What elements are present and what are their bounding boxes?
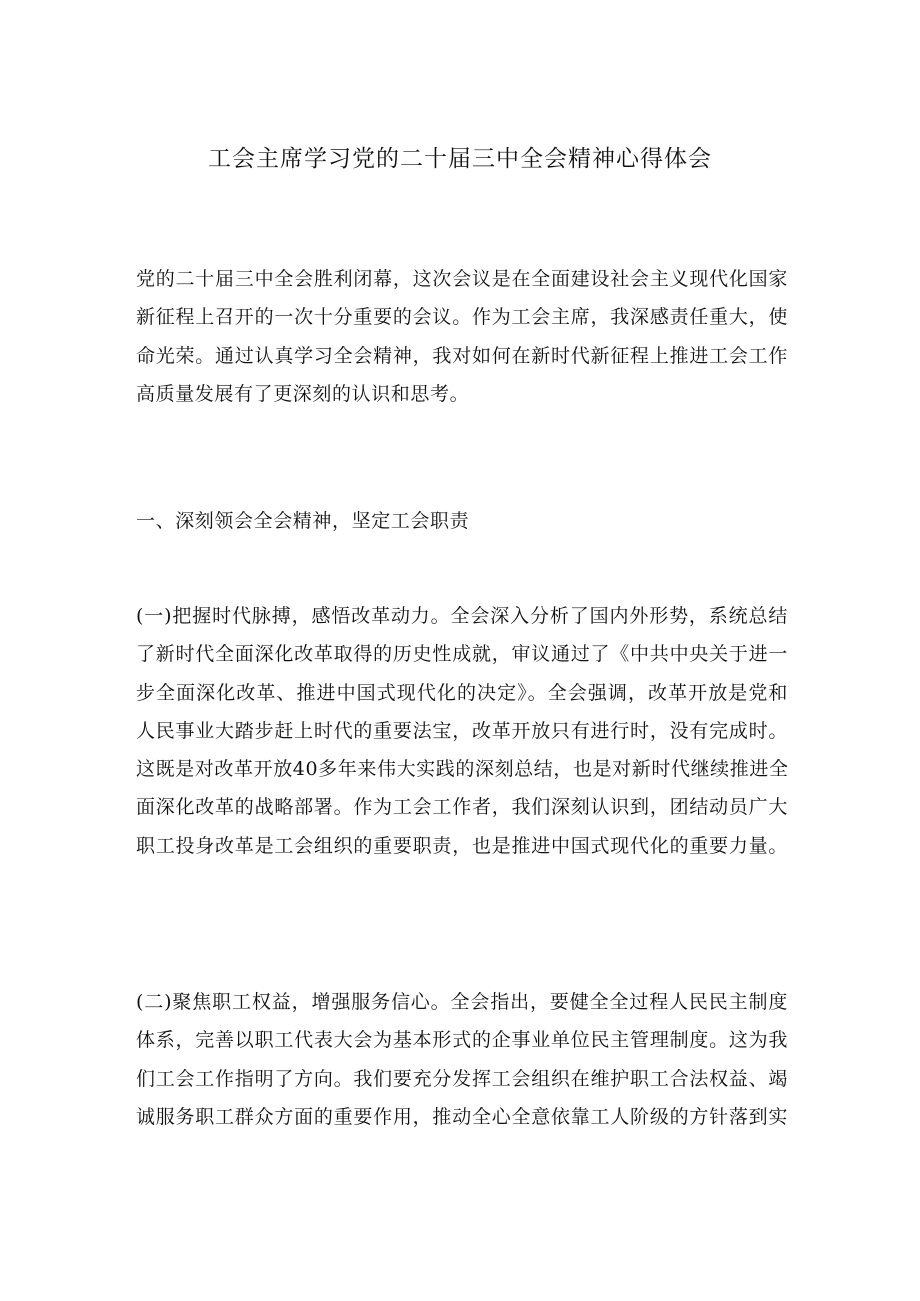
text-line: (一)把握时代脉搏，感悟改革动力。全会深入分析了国内外形势，系统总结 [136,605,788,627]
text-line: 体系，完善以职工代表大会为基本形式的企事业单位民主管理制度。这为我 [136,1029,788,1052]
text-line: 步全面深化改革、推进中国式现代化的决定》。全会强调，改革开放是党和 [136,681,788,704]
text-line: 职工投身改革是工会组织的重要职责，也是推进中国式现代化的重要力量。 [136,834,788,857]
subsection-1-paragraph [136,597,788,865]
text-line: 了新时代全面深化改革取得的历史性成就，审议通过了《中共中央关于进一 [136,643,788,666]
text-line: 面深化改革的战略部署。作为工会工作者，我们深刻认识到，团结动员广大 [136,796,788,819]
text-line: 高质量发展有了更深刻的认识和思考。 [136,382,470,405]
heading-text: 一、深刻领会全会精神，坚定工会职责 [136,510,470,532]
text-line: 人民事业大踏步赶上时代的重要法宝，改革开放只有进行时，没有完成时。 [136,719,788,742]
text-line: 诚服务职工群众方面的重要作用，推动全心全意依靠工人阶级的方针落到实 [136,1105,788,1128]
text-line: 这既是对改革开放40多年来伟大实践的深刻总结，也是对新时代继续推进全 [136,758,789,781]
text-line: 党的二十届三中全会胜利闭幕，这次会议是在全面建设社会主义现代化国家 [136,268,788,290]
intro-paragraph [136,260,788,413]
text-line: 新征程上召开的一次十分重要的会议。作为工会主席，我深感责任重大，使 [136,306,788,329]
text-line: 命光荣。通过认真学习全会精神，我对如何在新时代新征程上推进工会工作 [136,344,788,367]
text-line: (二)聚焦职工权益，增强服务信心。全会指出，要健全全过程人民民主制度 [136,991,788,1013]
document-title: 工会主席学习党的二十届三中全会精神心得体会 [208,146,712,172]
section-heading-1 [136,502,788,540]
subsection-2-paragraph [136,983,788,1136]
text-line: 们工会工作指明了方向。我们要充分发挥工会组织在维护职工合法权益、竭 [136,1067,788,1090]
